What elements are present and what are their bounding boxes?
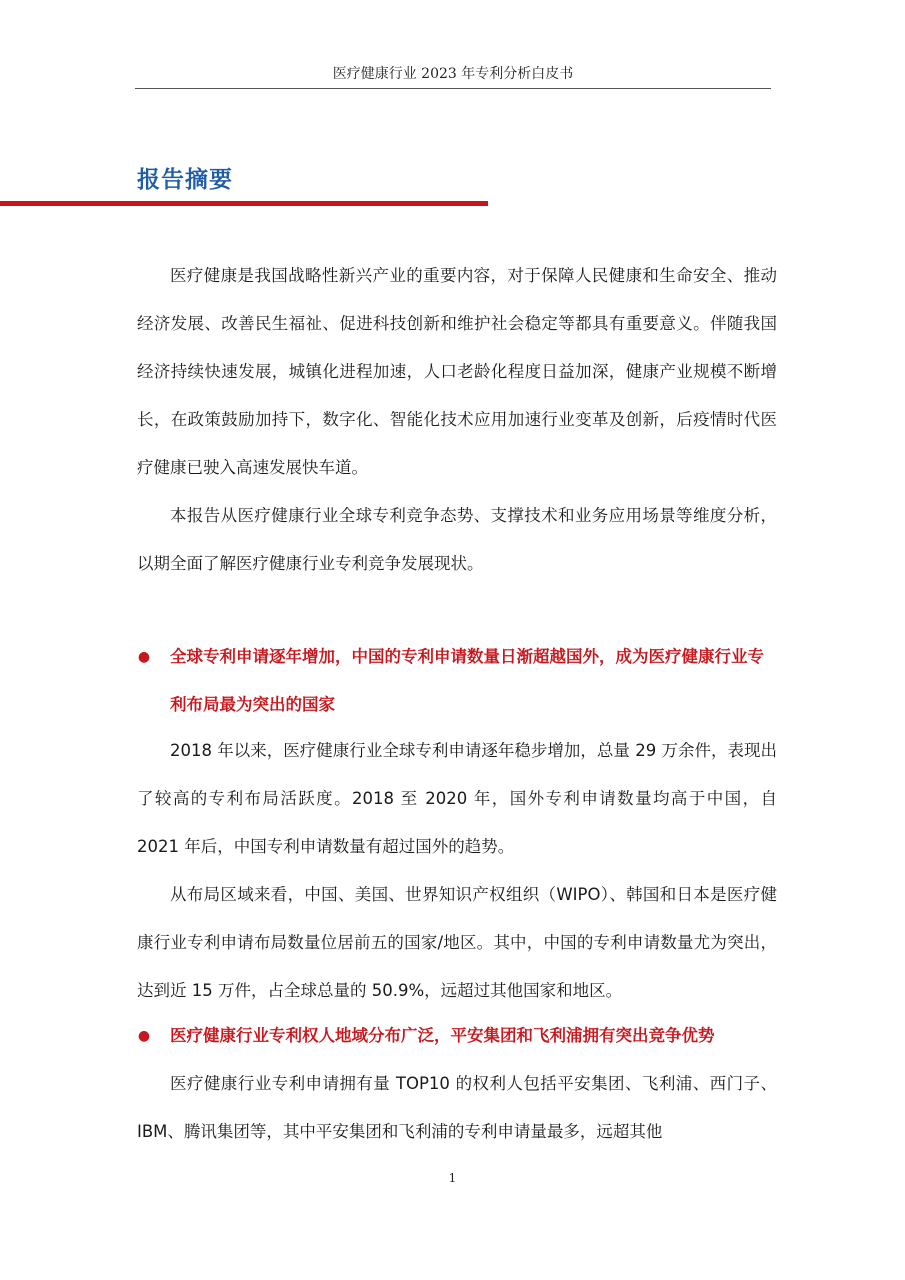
intro-paragraph-1: 医疗健康是我国战略性新兴产业的重要内容，对于保障人民健康和生命安全、推动经济发展、改善民生福祉、促进科技创新和维护社会稳定等都具有重要意义。伴随我国经济持续快速发展，城镇化进程加速，人口老龄化程度日益加深，健康产业规模不断增长，在政策鼓励加持下，数字化、智能化技术应用加速行业变革及创新，后疫情时代医疗健康已驶入高速发展快车道。 xyxy=(137,266,777,477)
section-title: 报告摘要 xyxy=(137,167,233,193)
bullet-heading-1-text: 全球专利申请逐年增加，中国的专利申请数量日渐超越国外，成为医疗健康行业专利布局最为突出的国家 xyxy=(170,647,764,714)
bullet-dot-icon: ● xyxy=(137,649,151,665)
section-title-underline xyxy=(0,201,488,206)
bullet-heading-2 xyxy=(137,1012,777,1060)
intro-paragraph-2: 本报告从医疗健康行业全球专利竞争态势、支撑技术和业务应用场景等维度分析，以期全面了解医疗健康行业专利竞争发展现状。 xyxy=(137,506,777,573)
page-number: 1 xyxy=(448,1171,457,1185)
header-divider xyxy=(135,88,771,89)
bullet-dot-icon: ● xyxy=(137,1028,151,1044)
bullet-heading-2-text: 医疗健康行业专利权人地域分布广泛，平安集团和飞利浦拥有突出竞争优势 xyxy=(170,1026,715,1045)
running-header-title: 医疗健康行业 2023 年专利分析白皮书 xyxy=(332,66,574,82)
body-paragraph-4: 从布局区域来看，中国、美国、世界知识产权组织（WIPO）、韩国和日本是医疗健康行业专利申请布局数量位居前五的国家/地区。其中，中国的专利申请数量尤为突出，达到近 15 万件，占全球总量的 50.9%，远超过其他国家和地区。 xyxy=(137,885,777,1000)
body-paragraph-3: 2018 年以来，医疗健康行业全球专利申请逐年稳步增加，总量 29 万余件，表现出了较高的专利布局活跃度。2018 至 2020 年，国外专利申请数量均高于中国，自 2021 年后，中国专利申请数量有超过国外的趋势。 xyxy=(137,741,777,856)
bullet-heading-1 xyxy=(137,633,777,729)
body-paragraph-5: 医疗健康行业专利申请拥有量 TOP10 的权利人包括平安集团、飞利浦、西门子、IBM、腾讯集团等，其中平安集团和飞利浦的专利申请量最多，远超其他 xyxy=(137,1074,777,1141)
